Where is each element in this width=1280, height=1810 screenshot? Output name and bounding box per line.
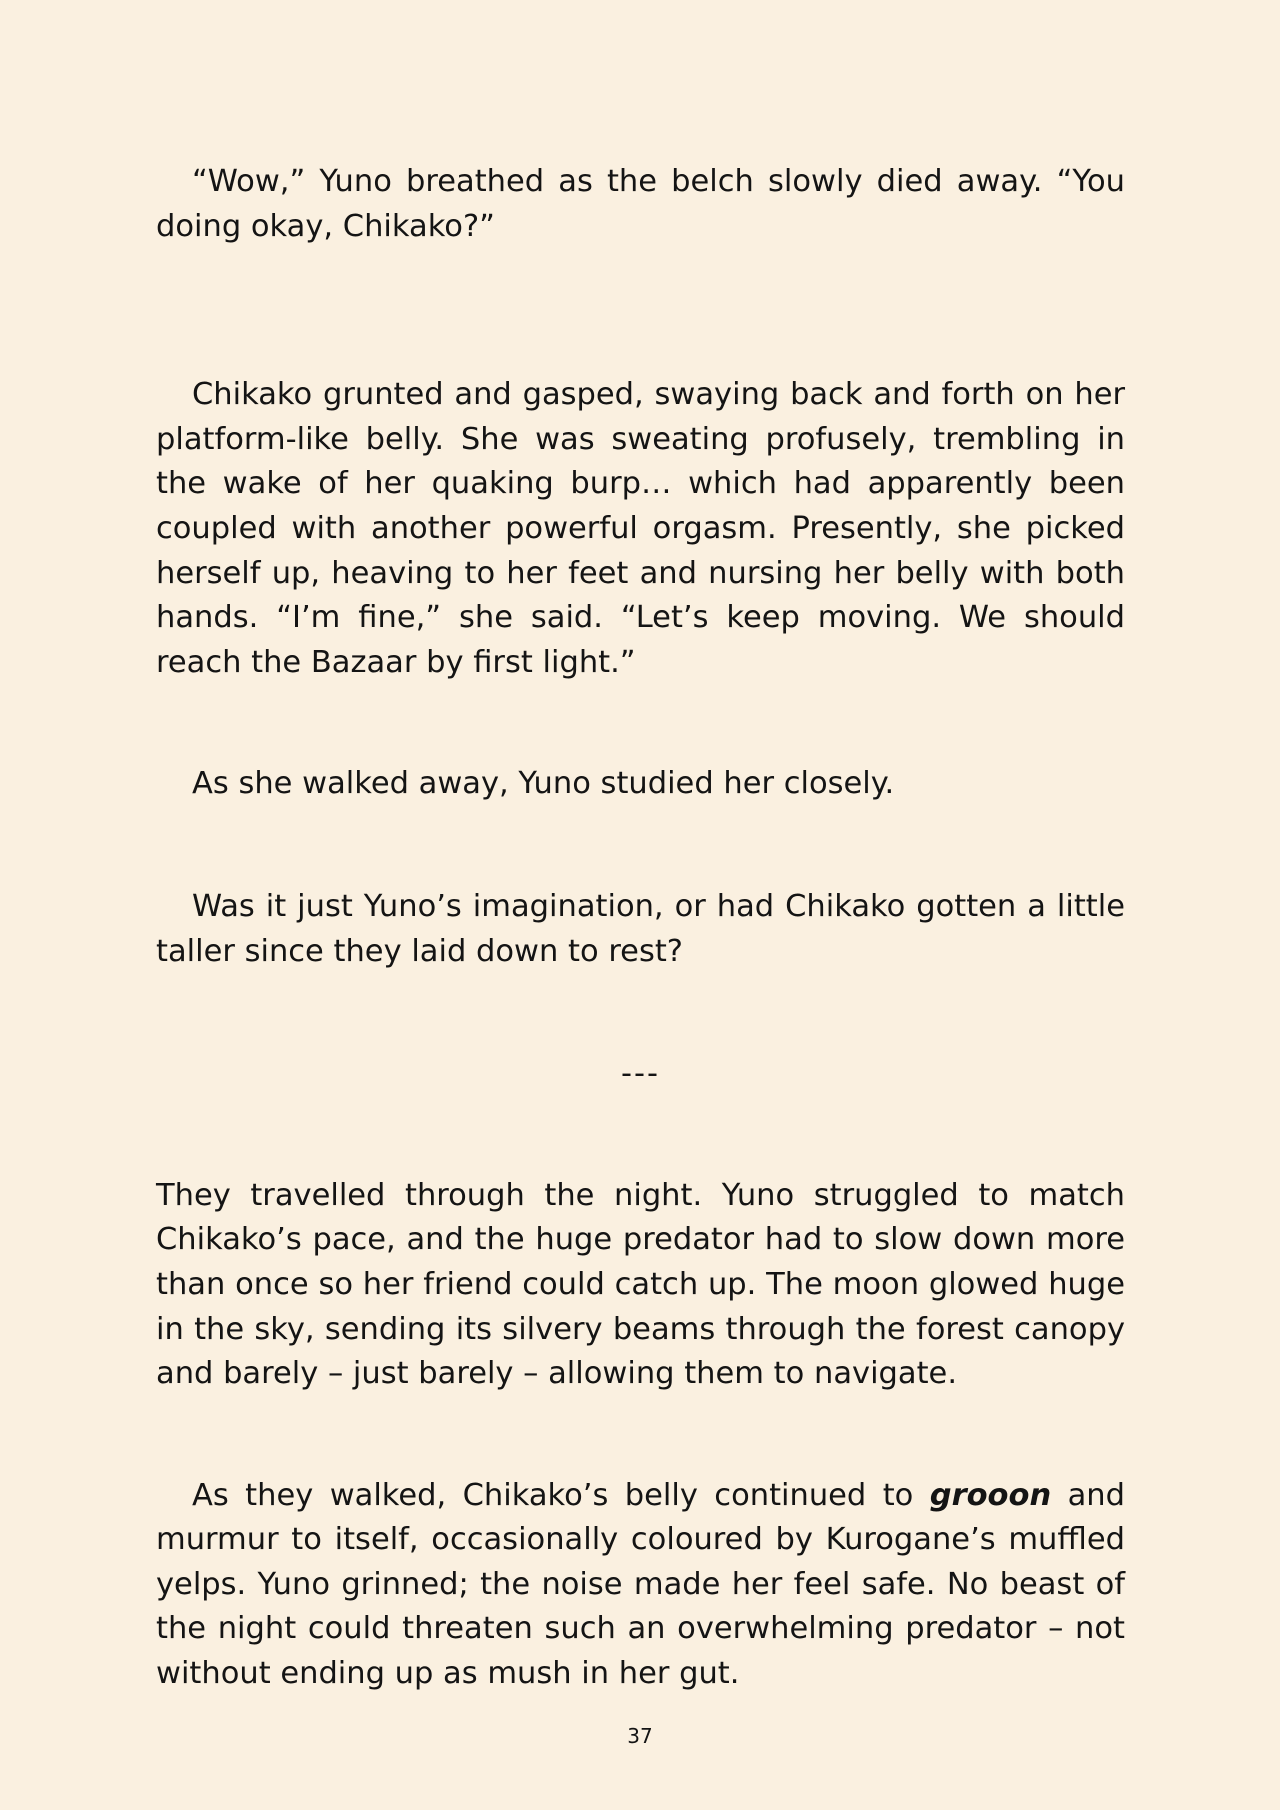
page-number: 37 [627, 1724, 653, 1748]
paragraph-6-end: and murmur to itself, occasionally coloured by Kurogane’s muffled yelps. Yuno grinned; the noise made her feel safe. No beast of the night could threaten such an overwhelming predator – not without ending up as mush in her gut. [156, 1477, 1125, 1692]
paragraph-6-start: As they walked, Chikako’s belly continued to [192, 1477, 930, 1513]
paragraph-1: “Wow,” Yuno breathed as the belch slowly died away. “You doing okay, Chikako?” [156, 164, 1125, 244]
paragraph-3: As she walked away, Yuno studied her closely. [192, 766, 895, 802]
paragraph-5: They travelled through the night. Yuno struggled to match Chikako’s pace, and the huge predator had to slow down more than once so her friend could catch up. The moon glowed huge in the sky, sending its silvery beams through the forest canopy and barely – just barely – allowing them to navigate. [156, 1177, 1125, 1392]
page-body [156, 160, 1125, 1697]
paragraph-4: Was it just Yuno’s imagination, or had Chikako gotten a little taller since they laid down to rest? [156, 888, 1125, 969]
paragraph-6 [156, 1474, 1125, 1697]
paragraph-2: Chikako grunted and gasped, swaying back and forth on her platform-like belly. She was sweating profusely, trembling in the wake of her quaking burp… which had apparently been coupled with another powerful orgasm. Presently, she picked herself up, heaving to her feet and nursing her belly with both hands. “I’m fine,” she said. “Let’s keep moving. We should reach the Bazaar by first light.” [156, 377, 1125, 680]
scene-separator: --- [620, 1056, 661, 1092]
paragraph-6-emphasis: grooon [929, 1477, 1052, 1513]
